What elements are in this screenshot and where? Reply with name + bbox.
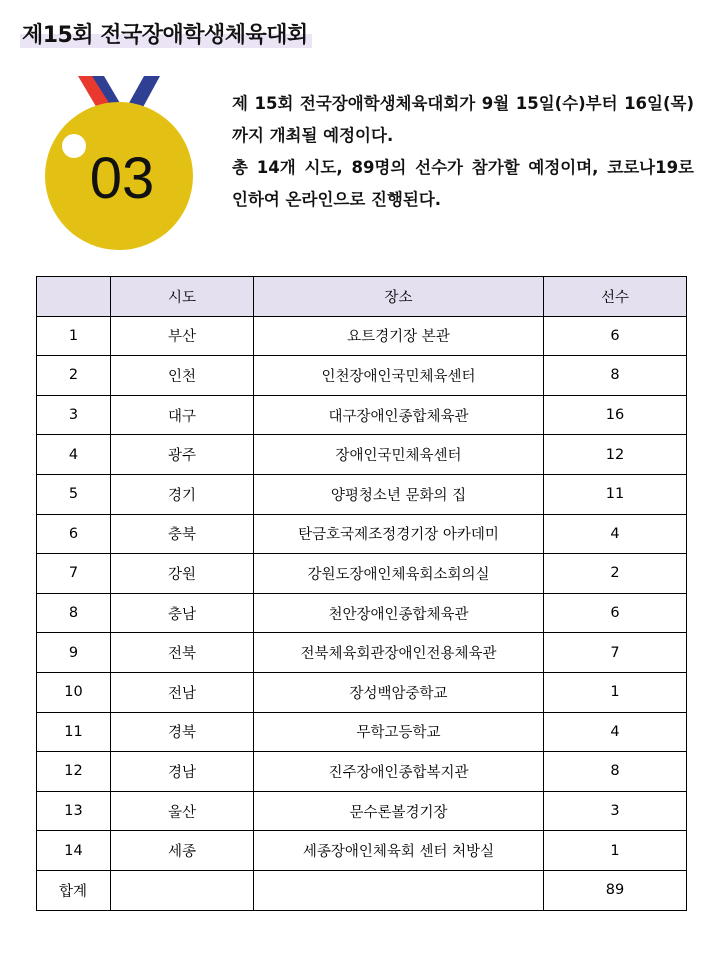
- cell-players: 12: [544, 435, 687, 475]
- cell-players: 4: [544, 712, 687, 752]
- cell-venue: 장성백암중학교: [254, 672, 544, 712]
- cell-venue: 문수론볼경기장: [254, 791, 544, 831]
- cell-number: 8: [37, 593, 111, 633]
- cell-number: 14: [37, 831, 111, 871]
- table-row: [37, 831, 687, 871]
- table-row: [37, 395, 687, 435]
- cell-venue: 양평청소년 문화의 집: [254, 474, 544, 514]
- cell-region: 강원: [111, 554, 254, 594]
- cell-venue: 장애인국민체육센터: [254, 435, 544, 475]
- cell-number: 10: [37, 672, 111, 712]
- header-number: [37, 277, 111, 317]
- cell-number: 1: [37, 316, 111, 356]
- cell-region: 경북: [111, 712, 254, 752]
- cell-venue: 천안장애인종합체육관: [254, 593, 544, 633]
- medal-icon: [44, 76, 194, 251]
- cell-region: 경기: [111, 474, 254, 514]
- cell-region: 대구: [111, 395, 254, 435]
- cell-venue: 인천장애인국민체육센터: [254, 356, 544, 396]
- cell-venue: 무학고등학교: [254, 712, 544, 752]
- cell-region: 전북: [111, 633, 254, 673]
- cell-number: 11: [37, 712, 111, 752]
- cell-region: 인천: [111, 356, 254, 396]
- cell-venue: 요트경기장 본관: [254, 316, 544, 356]
- header-region: 시도: [111, 277, 254, 317]
- total-players: 89: [544, 870, 687, 910]
- cell-players: 1: [544, 831, 687, 871]
- table-row: [37, 633, 687, 673]
- cell-region: 부산: [111, 316, 254, 356]
- cell-players: 8: [544, 752, 687, 792]
- table-total-row: [37, 870, 687, 910]
- table-row: [37, 514, 687, 554]
- cell-number: 7: [37, 554, 111, 594]
- table-header-row: [37, 277, 687, 317]
- participant-table: [36, 276, 687, 911]
- table-row: [37, 316, 687, 356]
- cell-venue: 탄금호국제조정경기장 아카데미: [254, 514, 544, 554]
- cell-venue: 전북체육회관장애인전용체육관: [254, 633, 544, 673]
- cell-players: 6: [544, 593, 687, 633]
- total-label: 합계: [37, 870, 111, 910]
- table-row: [37, 752, 687, 792]
- intro-line-1: 제 15회 전국장애학생체육대회가 9월 15일(수)부터 16일(목)까지 개최될 예정이다.: [232, 94, 694, 145]
- cell-players: 6: [544, 316, 687, 356]
- cell-region: 전남: [111, 672, 254, 712]
- cell-number: 4: [37, 435, 111, 475]
- medal-number: 03: [89, 146, 155, 211]
- table-row: [37, 435, 687, 475]
- cell-region: 세종: [111, 831, 254, 871]
- cell-venue: 진주장애인종합복지관: [254, 752, 544, 792]
- cell-region: 경남: [111, 752, 254, 792]
- total-venue: [254, 870, 544, 910]
- cell-players: 16: [544, 395, 687, 435]
- intro-text: [232, 88, 694, 216]
- page-title: 제15회 전국장애학생체육대회: [20, 18, 312, 49]
- cell-number: 12: [37, 752, 111, 792]
- intro-line-2: 총 14개 시도, 89명의 선수가 참가할 예정이며, 코로나19로 인하여 온라인으로 진행된다.: [232, 158, 694, 209]
- table-row: [37, 554, 687, 594]
- table-row: [37, 593, 687, 633]
- cell-venue: 대구장애인종합체육관: [254, 395, 544, 435]
- total-region: [111, 870, 254, 910]
- table-row: [37, 712, 687, 752]
- cell-region: 충북: [111, 514, 254, 554]
- table-row: [37, 672, 687, 712]
- cell-players: 2: [544, 554, 687, 594]
- cell-number: 6: [37, 514, 111, 554]
- cell-region: 광주: [111, 435, 254, 475]
- table-row: [37, 474, 687, 514]
- cell-players: 7: [544, 633, 687, 673]
- table-row: [37, 791, 687, 831]
- cell-number: 5: [37, 474, 111, 514]
- cell-number: 2: [37, 356, 111, 396]
- cell-players: 1: [544, 672, 687, 712]
- cell-venue: 강원도장애인체육회소회의실: [254, 554, 544, 594]
- cell-number: 9: [37, 633, 111, 673]
- cell-players: 8: [544, 356, 687, 396]
- cell-region: 울산: [111, 791, 254, 831]
- cell-players: 11: [544, 474, 687, 514]
- cell-players: 4: [544, 514, 687, 554]
- cell-venue: 세종장애인체육회 센터 처방실: [254, 831, 544, 871]
- header-venue: 장소: [254, 277, 544, 317]
- header-players: 선수: [544, 277, 687, 317]
- cell-players: 3: [544, 791, 687, 831]
- cell-number: 3: [37, 395, 111, 435]
- medal-shine: [62, 134, 86, 158]
- table-row: [37, 356, 687, 396]
- cell-number: 13: [37, 791, 111, 831]
- cell-region: 충남: [111, 593, 254, 633]
